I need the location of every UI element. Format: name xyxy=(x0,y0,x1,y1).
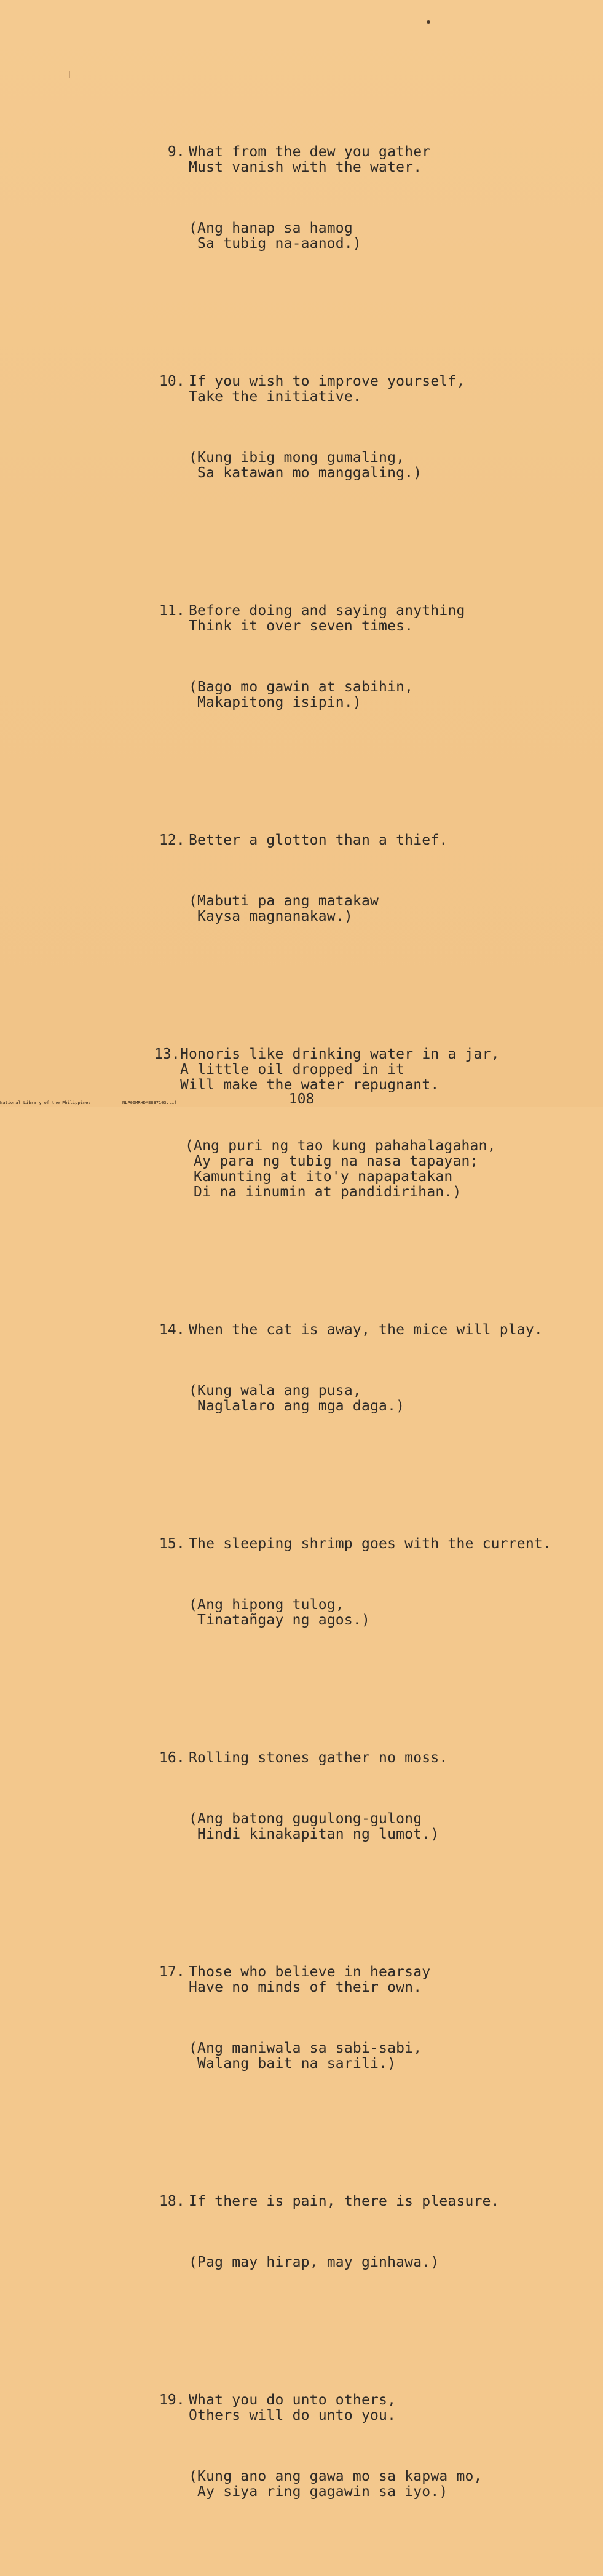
footer-filename: NLP00MRHDME837103.tif xyxy=(122,1100,177,1105)
english-line: Think it over seven times. xyxy=(189,618,414,634)
tagalog-line: (Bago mo gawin at sabihin, xyxy=(189,679,414,695)
proverb-entry xyxy=(146,2163,595,2301)
tagalog-line: Naglalaro ang mga daga.) xyxy=(189,1398,405,1414)
tagalog-line: (Ang hipong tulog, xyxy=(189,1597,344,1613)
proverb-entry xyxy=(146,1934,595,2102)
tagalog-line: Walang bait na sarili.) xyxy=(189,2056,396,2072)
english-line: Honoris like drinking water in a jar, xyxy=(180,1046,500,1062)
english-line: Must vanish with the water. xyxy=(189,159,422,175)
proverb-entry xyxy=(146,1292,595,1445)
english-line: If you wish to improve yourself, xyxy=(189,373,465,389)
proverb-entry xyxy=(146,343,595,512)
proverb-number: 12. xyxy=(159,832,185,848)
tagalog-line: (Ang puri ng tao kung pahahalagahan, xyxy=(185,1138,496,1154)
proverb-list xyxy=(146,83,595,2576)
english-line: Those who believe in hearsay xyxy=(189,1964,431,1980)
english-line: If there is pain, there is pleasure. xyxy=(189,2193,500,2209)
proverb-entry xyxy=(146,573,595,741)
tagalog-line: Di na iinumin at pandidirihan.) xyxy=(185,1184,462,1200)
tagalog-line: (Ang hanap sa hamog xyxy=(189,220,353,236)
ink-dot xyxy=(427,20,430,24)
footer-library: National Library of the Philippines xyxy=(0,1100,91,1105)
english-line: Have no minds of their own. xyxy=(189,1979,422,1995)
english-line: Will make the water repugnant. xyxy=(180,1077,439,1093)
tagalog-line: (Pag may hirap, may ginhawa.) xyxy=(189,2254,439,2270)
proverb-number: 19. xyxy=(159,2392,185,2408)
english-line: Before doing and saying anything xyxy=(189,603,465,619)
tagalog-line: Sa katawan mo manggaling.) xyxy=(189,465,422,481)
english-line: Better a glotton than a thief. xyxy=(189,832,448,848)
english-line: When the cat is away, the mice will play. xyxy=(189,1322,543,1338)
english-line: The sleeping shrimp goes with the current. xyxy=(189,1536,551,1552)
tagalog-line: (Kung wala ang pusa, xyxy=(189,1383,361,1399)
english-line: A little oil dropped in it xyxy=(180,1062,405,1078)
tagalog-line: (Kung ano ang gawa mo sa kapwa mo, xyxy=(189,2468,483,2484)
proverb-number: 10. xyxy=(159,373,185,389)
proverb-number: 15. xyxy=(159,1536,185,1552)
english-line: What you do unto others, xyxy=(189,2392,396,2408)
proverb-entry xyxy=(146,1016,595,1231)
margin-mark xyxy=(69,71,70,78)
page-number: 108 xyxy=(288,1091,315,1107)
proverb-entry xyxy=(146,1720,595,1873)
proverb-number: 13. xyxy=(154,1046,180,1062)
proverb-entry xyxy=(146,1506,595,1659)
english-line: Take the initiative. xyxy=(189,389,361,405)
tagalog-line: Kaysa magnanakaw.) xyxy=(189,908,353,924)
proverb-number: 14. xyxy=(159,1322,185,1338)
proverb-number: 11. xyxy=(159,603,185,619)
tagalog-line: (Ang maniwala sa sabi-sabi, xyxy=(189,2040,422,2056)
tagalog-line: Hindi kinakapitan ng lumot.) xyxy=(189,1826,439,1842)
proverb-number: 18. xyxy=(159,2193,185,2209)
tagalog-line: Ay siya ring gagawin sa iyo.) xyxy=(189,2484,448,2500)
proverb-number: 16. xyxy=(159,1750,185,1766)
english-line: What from the dew you gather xyxy=(189,144,431,160)
tagalog-line: (Ang batong gugulong-gulong xyxy=(189,1811,422,1827)
english-line: Rolling stones gather no moss. xyxy=(189,1750,448,1766)
proverb-number: 17. xyxy=(159,1964,185,1980)
proverb-number: 9. xyxy=(167,144,185,160)
tagalog-line: Makapitong isipin.) xyxy=(189,694,361,710)
proverb-entry xyxy=(146,114,595,282)
proverb-entry xyxy=(146,802,595,955)
tagalog-line: Tinatañgay ng agos.) xyxy=(189,1612,370,1628)
proverb-entry xyxy=(146,2362,595,2530)
tagalog-line: Kamunting at ito'y napapatakan xyxy=(185,1169,453,1185)
tagalog-line: (Kung ibig mong gumaling, xyxy=(189,450,405,466)
english-line: Others will do unto you. xyxy=(189,2407,396,2423)
tagalog-line: Sa tubig na-aanod.) xyxy=(189,236,361,252)
tagalog-line: (Mabuti pa ang matakaw xyxy=(189,893,379,909)
tagalog-line: Ay para ng tubig na nasa tapayan; xyxy=(185,1153,479,1169)
